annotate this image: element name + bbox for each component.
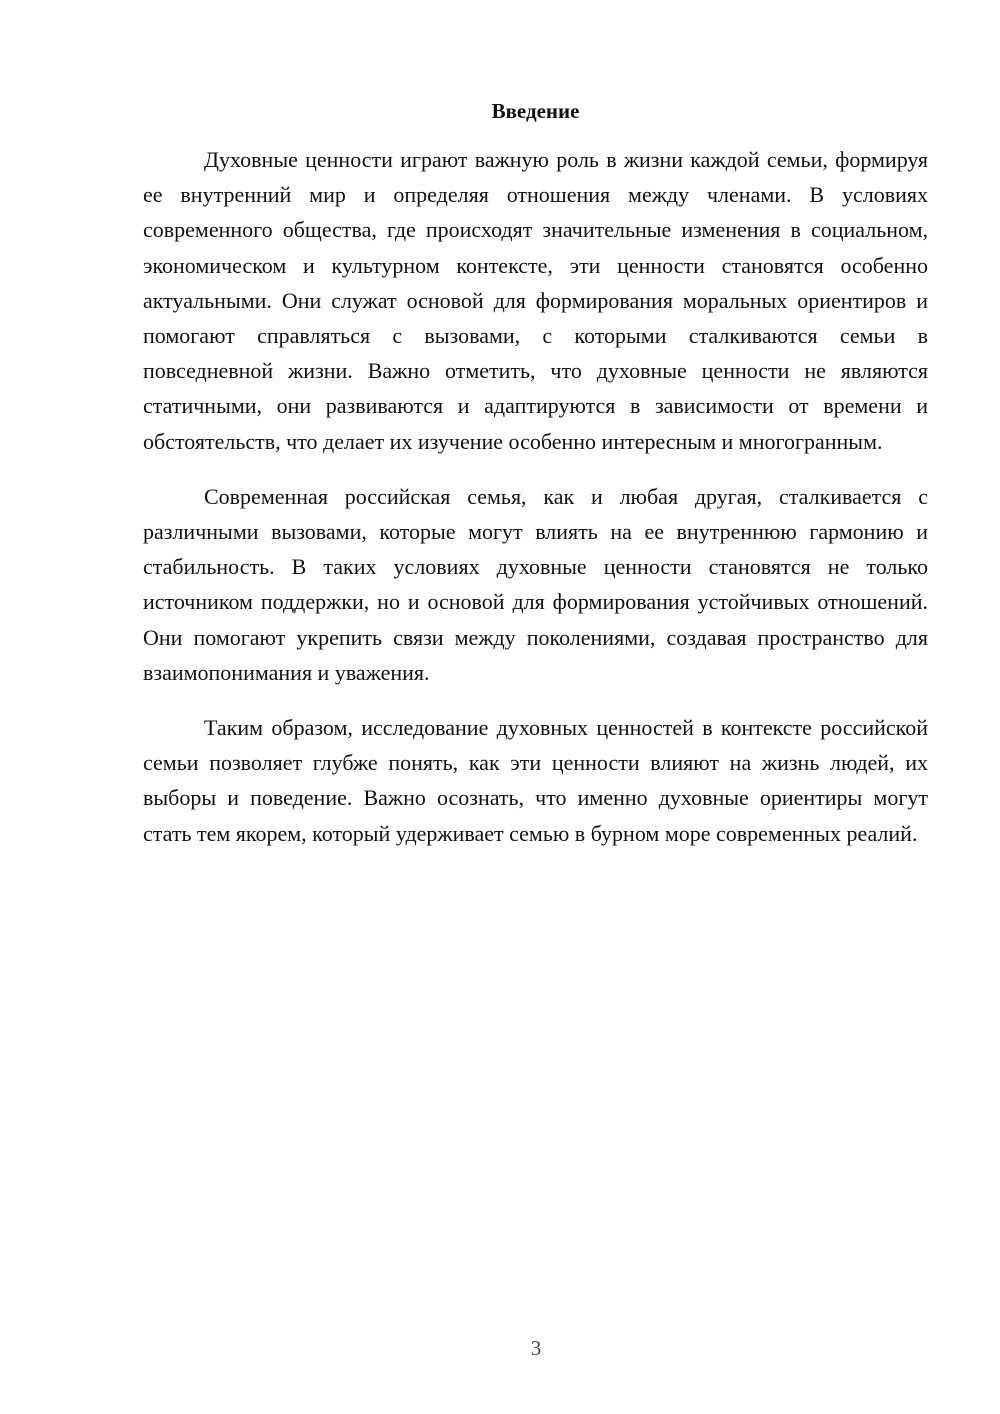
paragraph-1: Духовные ценности играют важную роль в жизни каждой семьи, формируя ее внутренний мир и определяя отношения между членами. В условиях современного общества, где происходят значительные изменения в социальном, экономическом и культурном контексте, эти ценности становятся особенно актуальными. Они служат основой для формирования моральных ориентиров и помогают справляться с вызовами, с которыми сталкиваются семьи в повседневной жизни. Важно отметить, что духовные ценности не являются статичными, они развиваются и адаптируются в зависимости от времени и обстоятельств, что делает их изучение особенно интересным и многогранным. <box>143 147 928 454</box>
page-content <box>143 96 928 871</box>
page-number: 3 <box>530 1336 542 1360</box>
paragraph-3: Таким образом, исследование духовных ценностей в контексте российской семьи позволяет глубже понять, как эти ценности влияют на жизнь людей, их выборы и поведение. Важно осознать, что именно духовные ориентиры могут стать тем якорем, который удерживает семью в бурном море современных реалий. <box>143 715 928 846</box>
paragraph-2: Современная российская семья, как и любая другая, сталкивается с различными вызовами, которые могут влиять на ее внутреннюю гармонию и стабильность. В таких условиях духовные ценности становятся не только источником поддержки, но и основой для формирования устойчивых отношений. Они помогают укрепить связи между поколениями, создавая пространство для взаимопонимания и уважения. <box>143 483 928 685</box>
section-title: Введение <box>491 99 580 123</box>
